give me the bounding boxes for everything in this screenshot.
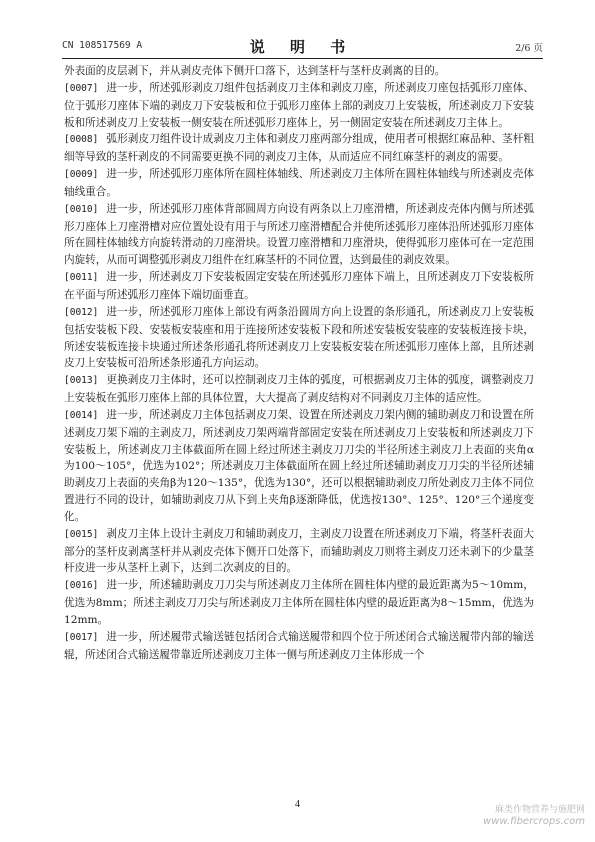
paragraph-text: 进一步，所述弧形刀座体所在圆柱体轴线、所述剥皮刀主体所在圆柱体轴线与所述剥皮壳体轴线重合。 bbox=[64, 168, 534, 198]
patent-number: CN 108517569 A bbox=[62, 40, 143, 51]
paragraph-text: 进一步，所述履带式输送链包括闭合式输送履带和四个位于所述闭合式输送履带内部的输送辊，所述闭合式输送履带靠近所述剥皮刀主体一侧与所述剥皮刀主体形成一个 bbox=[64, 630, 534, 661]
page-header bbox=[62, 36, 543, 56]
paragraph-text: 进一步，所述辅助剥皮刀刀尖与所述剥皮刀主体所在圆柱体内壁的最近距离为5～10mm，优选为8mm；所述主剥皮刀刀尖与所述剥皮刀主体所在圆柱体内壁的最近距离为8～15mm，优选为12mm。 bbox=[64, 579, 534, 626]
paragraph-text: 进一步，所述弧形刀座体背部圆周方向设有两条以上刀座滑槽，所述剥皮壳体内侧与所述弧形刀座体上刀座滑槽对应位置处设有用于与所述刀座滑槽配合并使所述弧形刀座体沿所述弧形刀座体所在圆柱体轴线方向旋转滑动的刀座滑块。设置刀座滑槽和刀座滑块，使得弧形刀座体可在一定范围内旋转，从而可调整弧形剥皮刀组件在红麻茎杆的不同位置，达到最佳的剥皮效果。 bbox=[64, 202, 534, 267]
watermark-text: 麻类作物营养与施肥网 bbox=[494, 805, 585, 815]
paragraph-number: [0009] bbox=[64, 169, 99, 181]
paragraph-number: [0008] bbox=[64, 134, 99, 146]
paragraph bbox=[64, 629, 534, 664]
paragraph-text: 进一步，所述弧形刀座体上部设有两条沿圆周方向上设置的条形通孔，所述剥皮刀上安装板包括安装板下段、安装板安装座和用于连接所述安装板下段和所述安装板安装座的安装板连接卡块，所述安装板连接卡块通过所述条形通孔将所述剥皮刀上安装板安装在所述弧形刀座体上部，且所述剥皮刀上安装板可沿所述条形通孔方向运动。 bbox=[64, 305, 534, 370]
paragraph-number: [0014] bbox=[64, 409, 99, 421]
paragraph bbox=[64, 407, 534, 526]
paragraph bbox=[64, 63, 534, 80]
page-indicator: 2/6 页 bbox=[515, 43, 543, 54]
paragraph-number: [0016] bbox=[64, 580, 99, 592]
paragraph-number: [0007] bbox=[64, 82, 99, 94]
paragraph-number: [0015] bbox=[64, 528, 99, 540]
paragraph bbox=[64, 269, 534, 304]
paragraph-text: 外表面的皮层剥下，并从剥皮壳体下侧开口落下，达到茎杆与茎杆皮剥离的目的。 bbox=[64, 65, 446, 77]
paragraph bbox=[64, 526, 534, 578]
paragraph-text: 剥皮刀主体上设计主剥皮刀和辅助剥皮刀，主剥皮刀设置在所述剥皮刀下端，将茎杆表面大部分的茎杆皮剥离茎杆并从剥皮壳体下侧开口处落下，而辅助剥皮刀则将主剥皮刀还未剥下的少量茎杆皮进一步从茎杆上剥下，达到二次剥皮的目的。 bbox=[64, 527, 534, 575]
paragraph bbox=[64, 577, 534, 629]
paragraph-number: [0013] bbox=[64, 375, 99, 387]
paragraph bbox=[64, 201, 534, 269]
paragraph-text: 弧形剥皮刀组件设计成剥皮刀主体和剥皮刀座两部分组成，使用者可根据红麻品种、茎杆粗细等导致的茎杆剥皮的不同需要更换不同的剥皮刀主体，从而适应不同红麻茎杆的剥皮的需要。 bbox=[64, 133, 534, 164]
paragraph-text: 进一步，所述剥皮刀下安装板固定安装在所述弧形刀座体下端上，且所述剥皮刀下安装板所在平面与所述弧形刀座体下端切面垂直。 bbox=[64, 271, 534, 301]
paragraph bbox=[64, 304, 534, 372]
paragraph-number: [0017] bbox=[64, 631, 99, 643]
paragraph-text: 更换剥皮刀主体时，还可以控制剥皮刀主体的弧度，可根据剥皮刀主体的弧度，调整剥皮刀上安装板在弧形刀座体上部的具体位置，大大提高了剥皮结构对不同剥皮刀主体的适应性。 bbox=[64, 374, 534, 405]
header-divider bbox=[62, 58, 543, 59]
paragraph-number: [0012] bbox=[64, 306, 99, 318]
paragraph-text: 进一步，所述剥皮刀主体包括剥皮刀架、设置在所述剥皮刀架内侧的辅助剥皮刀和设置在所述剥皮刀架下端的主剥皮刀，所述剥皮刀架两端背部固定安装在所述剥皮刀上安装板和所述剥皮刀下安装板上，所述剥皮刀主体截面所在圆上经过所述主剥皮刀刀尖的半径所述主剥皮刀上表面的夹角α为100～105°，优选为102°；所述剥皮刀主体截面所在圆上经过所述辅助剥皮刀刀尖的半径所述辅助剥皮刀上表面的夹角β为120～135°，优选为130°，还可以根据辅助剥皮刀所处剥皮刀主体不同位置进行不同的设计，如辅助剥皮刀从下到上夹角β逐渐降低，优选按130°、125°、120°三个递度变化。 bbox=[64, 408, 534, 523]
paragraph-number: [0011] bbox=[64, 272, 99, 284]
paragraph bbox=[64, 166, 534, 201]
description-body bbox=[64, 63, 534, 664]
watermark-url: www.fibercrops.com bbox=[483, 816, 585, 827]
document-title: 说 明 书 bbox=[249, 38, 356, 56]
page-number: 4 bbox=[295, 799, 300, 810]
paragraph bbox=[64, 372, 534, 407]
paragraph-number: [0010] bbox=[64, 203, 99, 215]
paragraph bbox=[64, 80, 534, 132]
paragraph-text: 进一步，所述弧形剥皮刀组件包括剥皮刀主体和剥皮刀座，所述剥皮刀座包括弧形刀座体、位于弧形刀座体下端的剥皮刀下安装板和位于弧形刀座体上部的剥皮刀上安装板，所述剥皮刀下安装板和所述剥皮刀上安装板一侧安装在所述弧形刀座体上，另一侧固定安装在所述剥皮刀主体上。 bbox=[64, 81, 534, 129]
paragraph bbox=[64, 131, 534, 166]
site-watermark bbox=[483, 804, 585, 828]
